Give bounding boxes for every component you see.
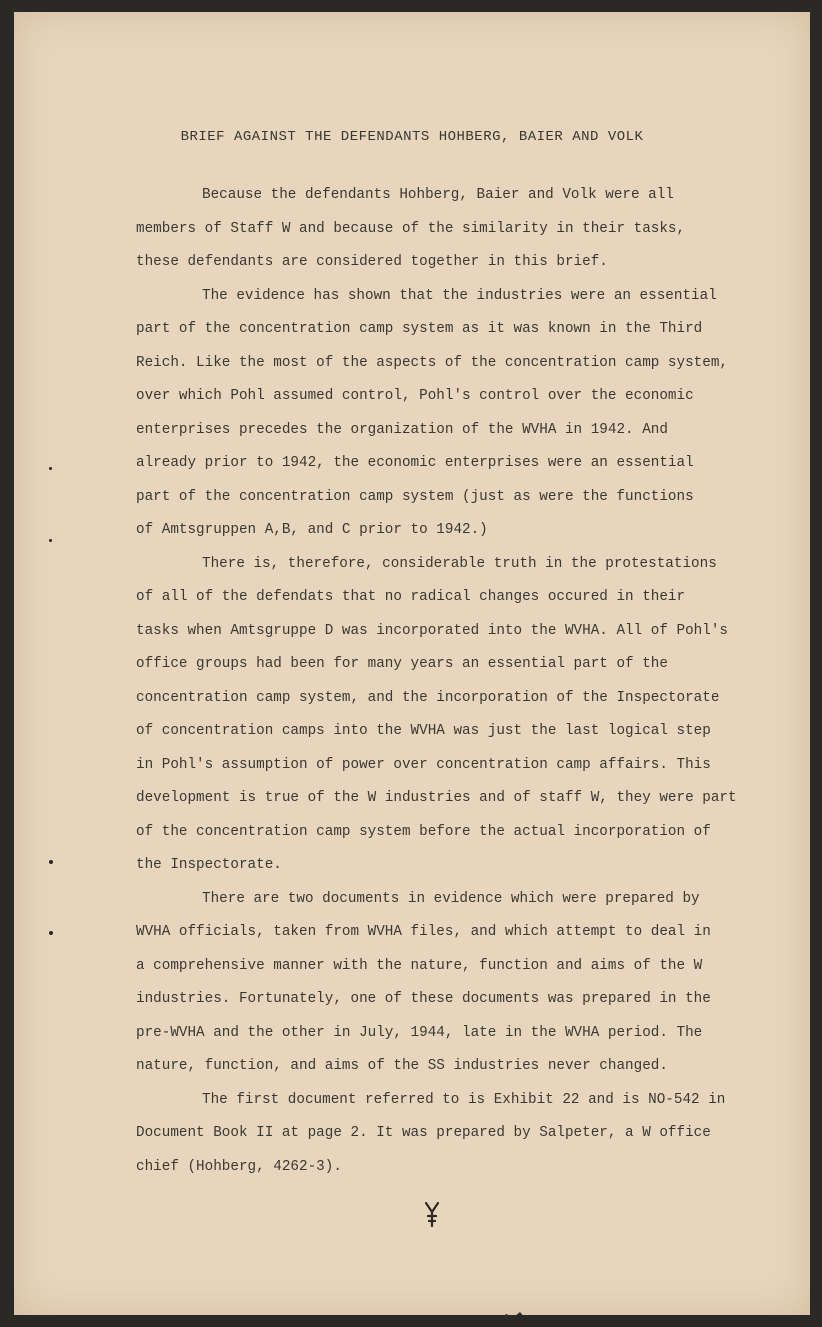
document-page	[14, 12, 810, 1315]
document-title: BRIEF AGAINST THE DEFENDANTS HOHBERG, BAIER AND VOLK	[180, 129, 644, 145]
text-line: WVHA officials, taken from WVHA files, and which attempt to deal in	[136, 924, 711, 940]
text-line: nature, function, and aims of the SS industries never changed.	[136, 1058, 668, 1074]
text-line: a comprehensive manner with the nature, function and aims of the W	[136, 957, 703, 974]
margin-mark	[49, 860, 53, 864]
text-line: There is, therefore, considerable truth in the protestations	[202, 555, 717, 572]
text-line: Because the defendants Hohberg, Baier and Volk were all	[202, 187, 674, 203]
text-line: The evidence has shown that the industries were an essential	[202, 287, 717, 304]
text-line: concentration camp system, and the incorporation of the Inspectorate	[136, 689, 720, 706]
text-line: pre-WVHA and the other in July, 1944, late in the WVHA period. The	[136, 1024, 703, 1041]
text-line: There are two documents in evidence which were prepared by	[202, 890, 700, 907]
text-line: Reich. Like the most of the aspects of the concentration camp system,	[136, 354, 728, 371]
text-line: of concentration camps into the WVHA was just the last logical step	[136, 723, 711, 739]
text-line: of the concentration camp system before the actual incorporation of	[136, 823, 711, 840]
text-line: these defendants are considered together in this brief.	[136, 254, 608, 270]
text-line: Document Book II at page 2. It was prepared by Salpeter, a W office	[136, 1125, 711, 1141]
margin-mark	[49, 931, 53, 935]
margin-mark	[49, 467, 52, 470]
text-line: already prior to 1942, the economic enterprises were an essential	[136, 455, 694, 471]
margin-mark	[49, 539, 52, 542]
handwritten-mark-icon	[424, 1200, 440, 1228]
text-line: of Amtsgruppen A,B, and C prior to 1942.)	[136, 522, 488, 538]
text-line: members of Staff W and because of the similarity in their tasks,	[136, 220, 686, 237]
text-line: development is true of the W industries and of staff W, they were part	[136, 790, 737, 806]
document-body	[136, 179, 736, 1184]
text-line: in Pohl's assumption of power over concentration camp affairs. This	[136, 756, 711, 773]
text-line: chief (Hohberg, 4262-3).	[136, 1158, 342, 1175]
text-line: office groups had been for many years an essential part of the	[136, 656, 668, 672]
torn-edge-mark	[484, 1310, 530, 1324]
text-line: industries. Fortunately, one of these documents was prepared in the	[136, 991, 711, 1007]
text-line: enterprises precedes the organization of the WVHA in 1942. And	[136, 421, 668, 438]
text-line: part of the concentration camp system as it was known in the Third	[136, 321, 703, 337]
text-line: The first document referred to is Exhibit 22 and is NO-542 in	[202, 1091, 726, 1108]
text-line: part of the concentration camp system (just as were the functions	[136, 488, 694, 505]
text-line: the Inspectorate.	[136, 857, 282, 873]
text-line: of all of the defendats that no radical changes occured in their	[136, 589, 686, 605]
text-line: over which Pohl assumed control, Pohl's control over the economic	[136, 388, 694, 404]
text-line: tasks when Amtsgruppe D was incorporated into the WVHA. All of Pohl's	[136, 622, 728, 639]
